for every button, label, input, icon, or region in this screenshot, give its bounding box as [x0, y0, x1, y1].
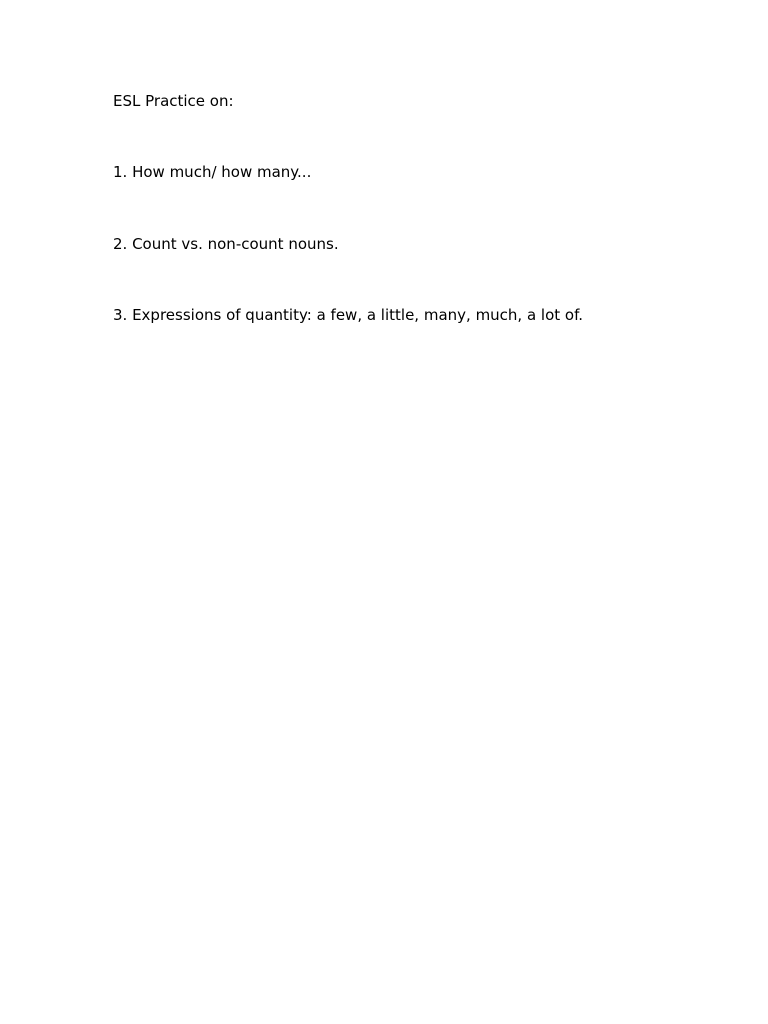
document-heading: ESL Practice on:	[113, 92, 234, 110]
list-item: 3. Expressions of quantity: a few, a little, many, much, a lot of.	[113, 306, 584, 324]
list-item: 1. How much/ how many...	[113, 163, 312, 181]
list-item: 2. Count vs. non-count nouns.	[113, 235, 339, 253]
